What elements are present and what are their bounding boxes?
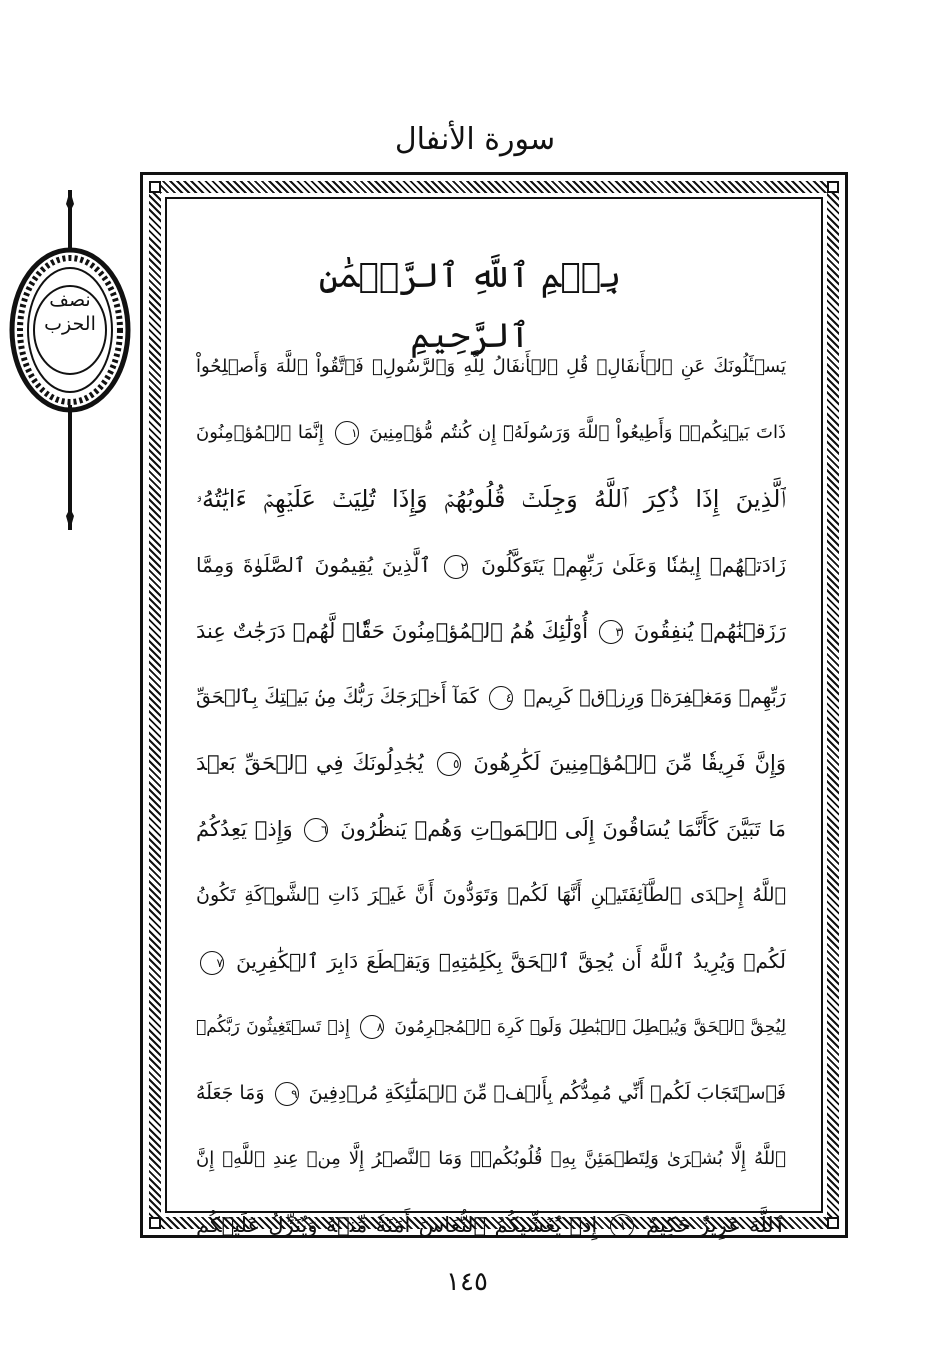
basmala: بِسۡمِ ٱللَّهِ ٱلرَّحۡمَٰنِ ٱلرَّحِيمِ bbox=[318, 256, 622, 356]
verse-text: لَكُمۡ وَيُرِيدُ ٱللَّهُ أَن يُحِقَّ ٱلۡحَقَّ بِكَلِمَٰتِهِۦ وَيَقۡطَعَ دَابِرَ ٱلۡكَٰفِرِينَ bbox=[236, 949, 786, 973]
frame-corner-ornament bbox=[827, 181, 839, 193]
verse-line bbox=[196, 1192, 786, 1258]
verse-text: ٱللَّهُ إِحۡدَى ٱلطَّآئِفَتَيۡنِ أَنَّهَا لَكُمۡ وَتَوَدُّونَ أَنَّ غَيۡرَ ذَاتِ ٱلشَّوۡكَةِ تَكُونُ bbox=[196, 884, 786, 906]
verse-line bbox=[196, 598, 786, 664]
hizb-ornament-icon bbox=[8, 190, 132, 530]
verse-text: وَإِنَّ فَرِيقٗا مِّنَ ٱلۡمُؤۡمِنِينَ لَكَٰرِهُونَ bbox=[473, 751, 786, 775]
verse-text: إِنَّمَا ٱلۡمُؤۡمِنُونَ bbox=[196, 422, 324, 443]
verse-text: وَإِذۡ يَعِدُكُمُ bbox=[196, 817, 293, 841]
verse-text: إِذۡ يُغَشِّيكُمُ ٱلنُّعَاسَ أَمَنَةٗ مِّنۡهُ وَيُنَزِّلُ عَلَيۡكُم bbox=[196, 1213, 598, 1237]
verse-text: ٱلَّذِينَ إِذَا ذُكِرَ ٱللَّهُ وَجِلَتۡ قُلُوبُهُمۡ وَإِذَا تُلِيَتۡ عَلَيۡهِمۡ ءَايَٰتُهُۥ bbox=[196, 485, 786, 513]
verse-text: فَٱسۡتَجَابَ لَكُمۡ أَنِّي مُمِدُّكُم بِأَلۡفٖ مِّنَ ٱلۡمَلَٰٓئِكَةِ مُرۡدِفِينَ bbox=[308, 1082, 786, 1104]
frame-corner-ornament bbox=[149, 1217, 161, 1229]
verse-line bbox=[196, 400, 786, 466]
hizb-label bbox=[38, 280, 102, 344]
verse-text: رَزَقۡنَٰهُمۡ يُنفِقُونَ bbox=[633, 619, 786, 643]
verse-line bbox=[196, 1060, 786, 1126]
hizb-marker bbox=[8, 190, 132, 530]
verse-line bbox=[196, 664, 786, 730]
ayah-number-marker: ١ bbox=[335, 421, 359, 445]
hizb-label-line1: نصف bbox=[49, 289, 91, 311]
ayah-number-marker: ٦ bbox=[304, 818, 328, 842]
verse-text: أُوْلَٰٓئِكَ هُمُ ٱلۡمُؤۡمِنُونَ حَقّٗاۚ لَّهُمۡ دَرَجَٰتٌ عِندَ bbox=[196, 619, 589, 643]
ayah-number-marker: ٧ bbox=[200, 951, 224, 975]
verse-text: لِيُحِقَّ ٱلۡحَقَّ وَيُبۡطِلَ ٱلۡبَٰطِلَ وَلَوۡ كَرِهَ ٱلۡمُجۡرِمُونَ bbox=[394, 1017, 786, 1037]
verse-line bbox=[196, 466, 786, 532]
ayah-number-marker: ٥ bbox=[437, 752, 461, 776]
verse-text: وَمَا جَعَلَهُ bbox=[196, 1082, 265, 1104]
ayah-number-marker: ١٠ bbox=[610, 1214, 634, 1238]
surah-title: سورة الأنفال bbox=[394, 122, 556, 157]
ayah-number-marker: ٨ bbox=[360, 1015, 384, 1039]
page-number: ١٤٥ bbox=[446, 1267, 488, 1297]
verse-line bbox=[196, 862, 786, 928]
verse-text: ذَاتَ بَيۡنِكُمۡۖ وَأَطِيعُواْ ٱللَّهَ وَرَسُولَهُۥٓ إِن كُنتُم مُّؤۡمِنِينَ bbox=[369, 422, 786, 443]
verse-line bbox=[196, 796, 786, 862]
ayah-number-marker: ٤ bbox=[489, 686, 513, 710]
verse-text: زَادَتۡهُمۡ إِيمَٰنٗا وَعَلَىٰ رَبِّهِمۡ يَتَوَكَّلُونَ bbox=[481, 553, 786, 577]
verse-text-block bbox=[196, 334, 786, 1237]
verse-line bbox=[196, 334, 786, 400]
ayah-number-marker: ٢ bbox=[444, 555, 468, 579]
verse-line bbox=[196, 928, 786, 994]
verse-text: يَسۡـَٔلُونَكَ عَنِ ٱلۡأَنفَالِۖ قُلِ ٱلۡأَنفَالُ لِلَّهِ وَٱلرَّسُولِۖ فَٱتَّقُواْ ٱللَّهَ وَأَصۡلِحُواْ bbox=[196, 356, 786, 377]
verse-line bbox=[196, 730, 786, 796]
hizb-label-line2: الحزب bbox=[44, 313, 96, 335]
verse-text: رَبِّهِمۡ وَمَغۡفِرَةٞ وَرِزۡقٞ كَرِيمٞ bbox=[523, 686, 786, 708]
frame-corner-ornament bbox=[149, 181, 161, 193]
verse-text: كَمَآ أَخۡرَجَكَ رَبُّكَ مِنۢ بَيۡتِكَ بِٱلۡحَقِّ bbox=[196, 686, 479, 708]
verse-text: إِذۡ تَسۡتَغِيثُونَ رَبَّكُمۡ bbox=[196, 1017, 350, 1037]
verse-line bbox=[196, 1126, 786, 1192]
ayah-number-marker: ٩ bbox=[275, 1082, 299, 1106]
verse-text: يُجَٰدِلُونَكَ فِي ٱلۡحَقِّ بَعۡدَ bbox=[196, 751, 424, 775]
verse-line bbox=[196, 532, 786, 598]
verse-text: ٱللَّهُ إِلَّا بُشۡرَىٰ وَلِتَطۡمَئِنَّ بِهِۦ قُلُوبُكُمۡۚ وَمَا ٱلنَّصۡرُ إِلَّا مِنۡ عِندِ ٱللَّهِۚ إِنَّ bbox=[196, 1148, 786, 1169]
frame-corner-ornament bbox=[827, 1217, 839, 1229]
verse-text: ٱلَّذِينَ يُقِيمُونَ ٱلصَّلَوٰةَ وَمِمَّا bbox=[196, 553, 432, 577]
ayah-number-marker: ٣ bbox=[599, 620, 623, 644]
verse-line bbox=[196, 994, 786, 1060]
verse-text: مَا تَبَيَّنَ كَأَنَّمَا يُسَاقُونَ إِلَى ٱلۡمَوۡتِ وَهُمۡ يَنظُرُونَ bbox=[340, 817, 786, 841]
verse-text: ٱللَّهَ عَزِيزٌ حَكِيمٌ bbox=[645, 1213, 786, 1237]
